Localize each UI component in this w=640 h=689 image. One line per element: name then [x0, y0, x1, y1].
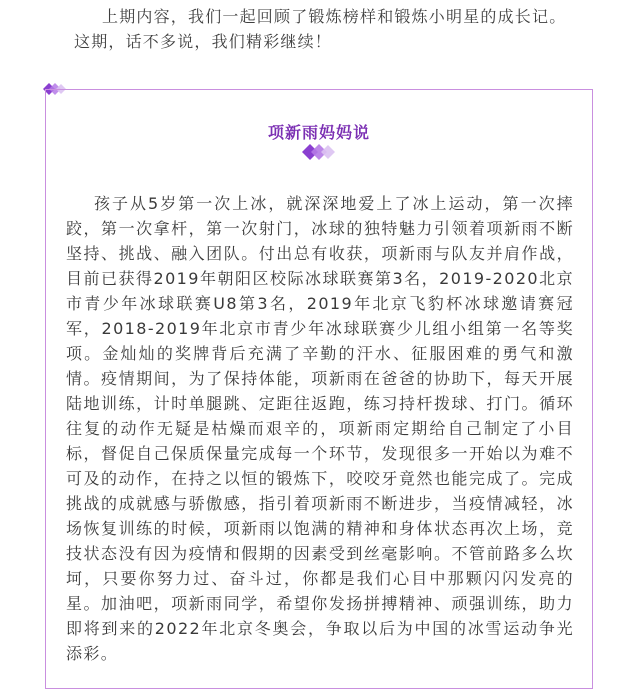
section-body: 孩子从5岁第一次上冰，就深深地爱上了冰上运动，第一次摔跤，第一次拿杆，第一次射门，冰球的独特魅力引领着项新雨不断坚持、挑战、融入团队。付出总有收获，项新雨与队友并肩作战，目前已获得2019年朝阳区校际冰球联赛第3名，2019-2020北京市青少年冰球联赛U8第3名，2019年北京飞豹杯冰球邀请赛冠军，2018-2019年北京市青少年冰球联赛少儿组小组第一名等奖项。金灿灿的奖牌背后充满了辛勤的汗水、征服困难的勇气和激情。疫情期间，为了保持体能，项新雨在爸爸的协助下，每天开展陆地训练，计时单腿跳、定距往返跑，练习持杆拨球、打门。循环往复的动作无疑是枯燥而艰辛的，项新雨定期给自己制定了小目标，督促自己保质保量完成每一个环节，发现很多一开始以为难不可及的动作，在持之以恒的锻炼下，咬咬牙竟然也能完成了。完成挑战的成就感与骄傲感，指引着项新雨不断进步，当疫情减轻，冰场恢复训练的时候，项新雨以饱满的精神和身体状态再次上场，竞技状态没有因为疫情和假期的因素受到丝毫影响。不管前路多么坎坷，只要你努力过、奋斗过，你都是我们心目中那颗闪闪发亮的星。加油吧，项新雨同学，希望你发扬拼搏精神、顽强训练，助力即将到来的2022年北京冬奥会，争取以后为中国的冰雪运动争光添彩。: [66, 194, 574, 663]
title-diamonds-icon: [302, 144, 338, 160]
section-title: 项新雨妈妈说: [267, 123, 370, 142]
intro-paragraph: 上期内容，我们一起回顾了锻炼榜样和锻炼小明星的成长记。这期，话不多说，我们精彩继续！: [74, 7, 567, 51]
